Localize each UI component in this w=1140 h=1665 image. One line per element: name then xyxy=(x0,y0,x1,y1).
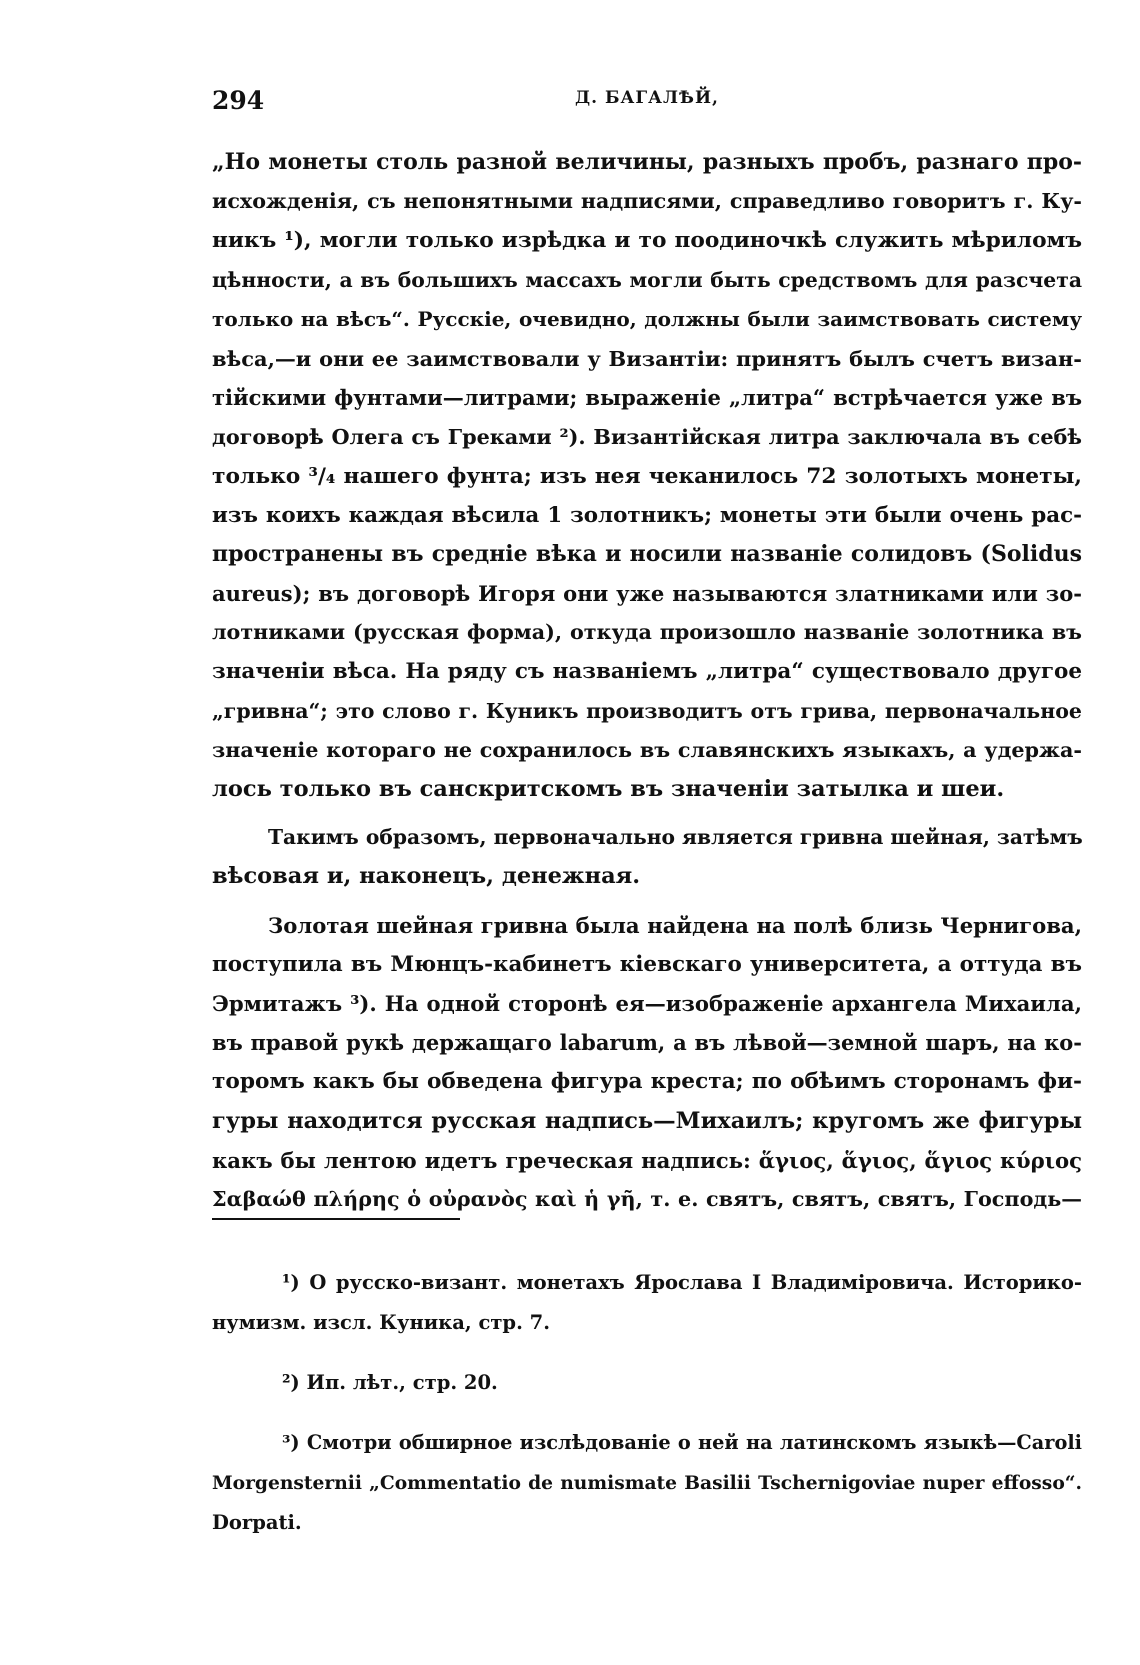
footnotes xyxy=(212,1263,1082,1543)
running-head: Д. БАГАЛѢЙ, xyxy=(575,88,719,108)
paragraph xyxy=(212,818,1082,896)
footnote-line: нумизм. изсл. Куника, стр. 7. xyxy=(212,1311,551,1334)
text-line: пространены въ средніе вѣка и носили названіе солидовъ (Solidus xyxy=(212,540,1082,567)
body-text xyxy=(212,143,1082,1219)
text-line: договорѣ Олега съ Греками ²). Византійская литра заключала въ себѣ xyxy=(212,424,1082,450)
text-line: лось только въ санскритскомъ въ значеніи затылка и шеи. xyxy=(212,776,1005,802)
text-line: Эрмитажъ ³). На одной сторонѣ ея—изображеніе архангела Михаила, xyxy=(212,990,1082,1016)
footnote-gap xyxy=(212,1403,1082,1423)
text-line: Золотая шейная гривна была найдена на полѣ близь Чернигова, xyxy=(268,912,1082,938)
text-line: aureus); въ договорѣ Игоря они уже называются златниками или зо- xyxy=(212,581,1082,607)
page-number: 294 xyxy=(212,86,265,115)
text-line: „Но монеты столь разной величины, разныхъ пробъ, разнаго про- xyxy=(212,149,1082,175)
footnote xyxy=(212,1423,1082,1543)
text-line: лотниками (русская форма), откуда произошло названіе золотника въ xyxy=(212,620,1082,645)
text-line: гуры находится русская надпись—Михаилъ; кругомъ же фигуры xyxy=(212,1107,1082,1134)
footnote-line: ²) Ип. лѣт., стр. 20. xyxy=(282,1371,498,1394)
text-line: исхожденія, съ непонятными надписями, справедливо говоритъ г. Ку- xyxy=(212,189,1082,214)
text-line: только ³/₄ нашего фунта; изъ нея чеканилось 72 золотыхъ монеты, xyxy=(212,463,1082,489)
footnote-line: Dorpati. xyxy=(212,1511,302,1534)
text-line: „гривна“; это слово г. Куникъ производитъ отъ грива, первоначальное xyxy=(212,698,1082,723)
text-line: изъ коихъ каждая вѣсила 1 золотникъ; монеты эти были очень рас- xyxy=(212,502,1082,528)
text-line: Σαβαώθ πλήρης ὁ οὐρανὸς καὶ ἡ γῆ, т. е. святъ, святъ, святъ, Господь— xyxy=(212,1186,1082,1211)
text-line: въ правой рукѣ держащаго labarum, а въ лѣвой—земной шаръ, на ко- xyxy=(212,1030,1082,1056)
footnote-gap xyxy=(212,1343,1082,1363)
text-line: значеніе котораго не сохранилось въ славянскихъ языкахъ, а удержа- xyxy=(212,737,1082,762)
paragraph-gap xyxy=(212,809,1082,818)
text-line: никъ ¹), могли только изрѣдка и то поодиночкѣ служить мѣриломъ xyxy=(212,228,1082,254)
paragraph xyxy=(212,906,1082,1220)
page-header xyxy=(212,86,1082,126)
text-line: только на вѣсъ“. Русскіе, очевидно, должны были заимствовать систему xyxy=(212,306,1082,331)
footnote xyxy=(212,1363,1082,1403)
text-line: торомъ какъ бы обведена фигура креста; по обѣимъ сторонамъ фи- xyxy=(212,1069,1082,1095)
text-line: тійскими фунтами—литрами; выраженіе „литра“ встрѣчается уже въ xyxy=(212,385,1082,411)
paragraph-gap xyxy=(212,897,1082,906)
text-line: цѣнности, а въ большихъ массахъ могли быть средствомъ для разсчета xyxy=(212,267,1082,292)
text-line: вѣсовая и, наконецъ, денежная. xyxy=(212,863,641,890)
paragraph xyxy=(212,143,1082,809)
text-line: вѣса,—и они ее заимствовали у Византіи: принятъ былъ счетъ визан- xyxy=(212,345,1082,371)
footnote-divider xyxy=(212,1218,460,1220)
footnote-line: Morgensternii „Commentatio de numismate Basilii Tschernigoviae nuper effosso“. xyxy=(212,1472,1082,1494)
text-line: значеніи вѣса. На ряду съ названіемъ „литра“ существовало другое xyxy=(212,659,1082,685)
text-line: какъ бы лентою идетъ греческая надпись: ἅγιος, ἅγιος, ἅγιος κύριος xyxy=(212,1147,1082,1173)
footnote xyxy=(212,1263,1082,1343)
text-line: поступила въ Мюнцъ-кабинетъ кіевскаго университета, а оттуда въ xyxy=(212,951,1082,977)
text-line: Такимъ образомъ, первоначально является гривна шейная, затѣмъ xyxy=(268,825,1083,850)
footnote-line: ¹) О русско-визант. монетахъ Ярослава I Владиміровича. Историко- xyxy=(282,1271,1082,1294)
footnote-line: ³) Смотри обширное изслѣдованіе о ней на латинскомъ языкѣ—Caroli xyxy=(282,1431,1082,1454)
